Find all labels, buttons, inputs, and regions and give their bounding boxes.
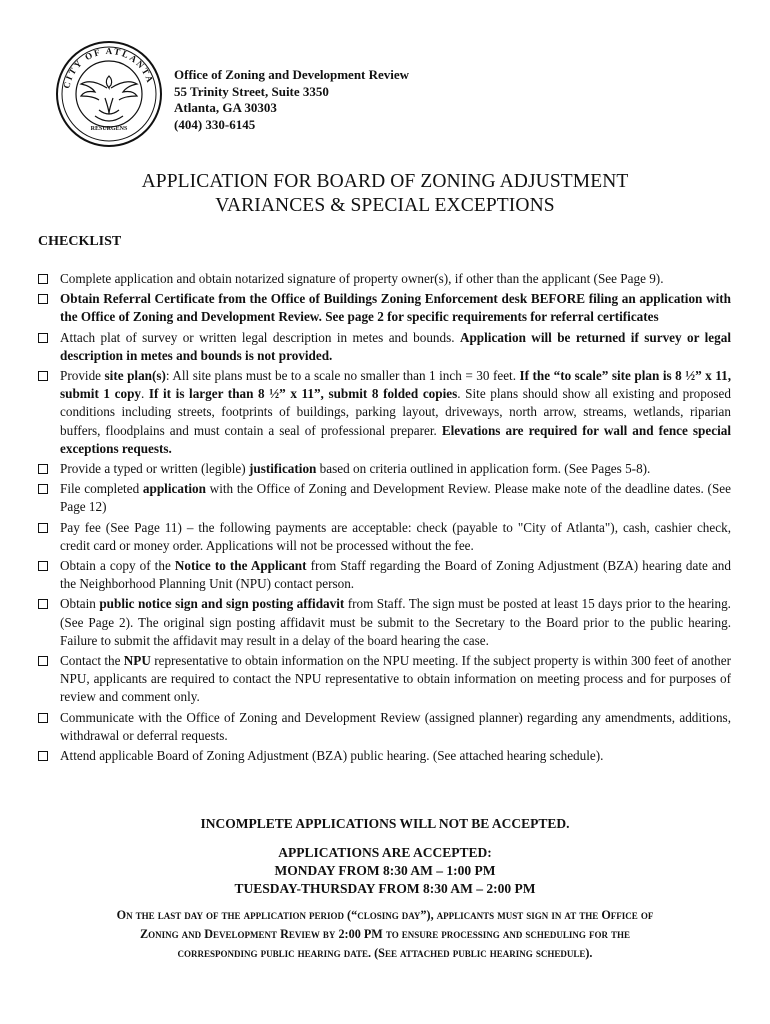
office-name: Office of Zoning and Development Review [174,67,410,82]
title-line-1: APPLICATION FOR BOARD OF ZONING ADJUSTMENT [141,171,629,192]
accepted-heading: APPLICATIONS ARE ACCEPTED: [278,845,492,860]
checkbox-icon[interactable] [38,713,48,723]
checklist-item-text: from Staff. The sign must be posted at least 15 days prior to the hearing. (See Page 2). The original sign posting affidavit must be submit to the Secretary to the Board prior to the public hearing. Failure to submit the affidavit may result in a delay of the board hearing the case. [60,596,731,648]
checklist-item-text: Obtain a copy of the [60,558,175,574]
checkbox-icon[interactable] [38,561,48,571]
checklist-item-text: public notice sign and sign posting affidavit [99,596,345,612]
checklist-item-text: Attach plat of survey or written legal description in metes and bounds. [60,329,460,345]
checklist-item-text: Complete application and obtain notarized signature of property owner(s), if other than the applicant (See Page 9). [60,271,664,286]
svg-text:CITY OF ATLANTA: CITY OF ATLANTA [61,45,156,90]
checklist-item-text: Obtain Referral Certificate from the Office of Buildings Zoning Enforcement desk BEFORE filing an application with the Office of Zoning and Development Review. See page 2 for specific requirements for referral certificates [60,291,731,325]
closing-line-1: On the last day of the application period (“closing day”), applicants must sign in at the Office of [116,908,654,922]
checklist-item-text: site plan(s) [104,368,166,384]
checklist-item-text: If it is larger than 8 ½” x 11”, submit 8 folded copies [148,386,458,402]
accepted-tue-thu: TUESDAY-THURSDAY FROM 8:30 AM – 2:00 PM [234,881,536,896]
closing-day-notice [40,906,730,963]
office-city: Atlanta, GA 30303 [174,100,277,115]
checklist-item [38,290,731,326]
checklist-item-text: based on criteria outlined in application form. (See Pages 5-8). [316,461,651,477]
checklist-item-text: Pay fee (See Page 11) – the following payments are acceptable: check (payable to "City of Atlanta"), cash, cashier check, credit card or money order. Applications will not be processed without the fee. [60,519,731,553]
checklist-item [38,652,731,707]
checklist-item-text: with the Office of Zoning and Development Review. Please make note of the deadline dates. (See Page 12) [60,481,731,515]
checkbox-icon[interactable] [38,274,48,284]
closing-line-3: corresponding public hearing date. (See attached public hearing schedule). [177,946,593,960]
checklist [38,270,731,767]
office-phone: (404) 330-6145 [174,116,256,132]
checklist-item [38,329,731,365]
checklist-item [38,480,731,516]
checklist-item-text: justification [248,461,317,477]
checklist-item-text: File completed [60,481,143,497]
checklist-item [38,519,731,555]
checkbox-icon[interactable] [38,656,48,666]
checklist-item-text: Attend applicable Board of Zoning Adjustment (BZA) public hearing. (See attached hearing schedule). [60,748,604,764]
checklist-item [38,595,731,650]
checklist-item-text: representative to obtain information on the NPU meeting. If the subject property is within 300 feet of another NPU, applicants are required to contact the NPU representative to obtain information on meeting process and for purposes of review and comment only. [60,653,731,705]
document-title [0,170,770,218]
checklist-item-text: Notice to the Applicant [174,558,307,574]
checklist-item-text: Provide a typed or written (legible) [60,461,249,477]
checklist-item [38,557,731,593]
checklist-item-text: . Site plans should show all existing and proposed conditions including streets, footprints of buildings, parking layout, driveways, north arrow, streams, wetlands, riparian buffers, floodplains and must contain a seal of professional preparer. [60,386,731,438]
checklist-heading: CHECKLIST [38,234,122,249]
checkbox-icon[interactable] [38,464,48,474]
checklist-item [38,747,731,765]
checkbox-icon[interactable] [38,294,48,304]
checkbox-icon[interactable] [38,751,48,761]
checklist-item-text: from Staff regarding the Board of Zoning Adjustment (BZA) hearing date and the Neighborhood Planning Unit (NPU) contact person. [60,558,731,592]
checklist-item-text: . [141,386,149,402]
checklist-item-text: Application will be returned if survey or legal description in metes and bounds is not provided. [60,329,732,363]
checklist-item-text: Contact the [60,653,124,669]
acceptance-hours [0,844,770,898]
checklist-item-text: If the “to scale” site plan is 8 ½” x 11, submit 1 copy [60,368,732,402]
office-address-block [174,67,409,133]
incomplete-notice: INCOMPLETE APPLICATIONS WILL NOT BE ACCEPTED. [200,816,570,831]
checklist-item [38,270,731,288]
checklist-item [38,709,731,745]
checklist-item-text: application [142,481,206,497]
checklist-item-text: Obtain [60,596,100,612]
title-line-2: VARIANCES & SPECIAL EXCEPTIONS [215,195,555,216]
checklist-item-text: Provide [60,368,105,384]
checkbox-icon[interactable] [38,484,48,494]
checkbox-icon[interactable] [38,333,48,343]
checklist-item [38,367,731,458]
checklist-item-text: : All site plans must be to a scale no smaller than 1 inch = 30 feet. [165,368,520,384]
accepted-monday: MONDAY FROM 8:30 AM – 1:00 PM [274,863,496,878]
svg-text:RESURGENS: RESURGENS [90,126,128,132]
checklist-item [38,460,731,478]
city-seal-icon [55,40,163,148]
checklist-item-text: Elevations are required for wall and fence special exceptions requests. [60,422,731,456]
checkbox-icon[interactable] [38,523,48,533]
checkbox-icon[interactable] [38,599,48,609]
closing-line-2: Zoning and Development Review by 2:00 PM to ensure processing and scheduling for the [139,927,631,941]
checkbox-icon[interactable] [38,371,48,381]
checklist-item-text: NPU [123,653,151,669]
checklist-item-text: Communicate with the Office of Zoning and Development Review (assigned planner) regarding any amendments, additions, withdrawal or deferral requests. [60,709,731,743]
office-street: 55 Trinity Street, Suite 3350 [174,83,329,99]
